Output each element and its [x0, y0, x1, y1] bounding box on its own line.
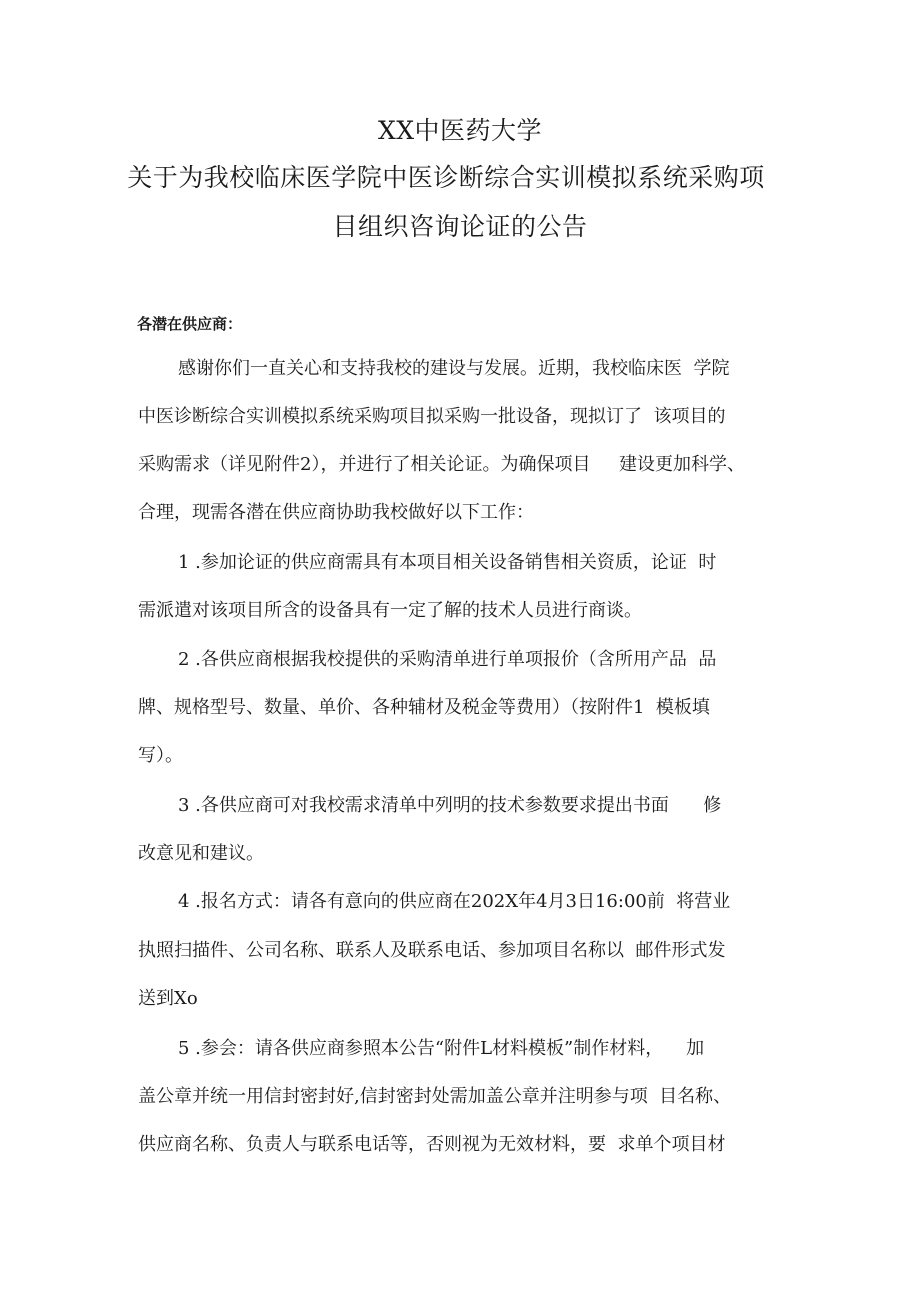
paragraph-line: 4 .报名方式：请各有意向的供应商在202X年4月3日16:00前 将营业 — [178, 891, 731, 912]
title-line-3: 目组织咨询论证的公告 — [332, 212, 588, 241]
paragraph-line: 改意见和建议。 — [138, 843, 264, 864]
paragraph-line: 盖公章并统一用信封密封好,信封密封处需加盖公章并注明参与项 目名称、 — [138, 1086, 732, 1107]
paragraph-line: 5 .参会：请各供应商参照本公告“附件L材料模板”制作材料， 加 — [178, 1038, 705, 1059]
paragraph-line: 牌、规格型号、数量、单价、各种辅材及税金等费用）（按附件1 模板填 — [138, 697, 710, 718]
paragraph-line: 执照扫描件、公司名称、联系人及联系电话、参加项目名称以 邮件形式发 — [138, 940, 726, 961]
title-line-1: XX中医药大学 — [377, 116, 543, 145]
paragraph-line: 感谢你们一直关心和支持我校的建设与发展。近期，我校临床医 学院 — [178, 358, 730, 379]
paragraph-line: 2 .各供应商根据我校提供的采购清单进行单项报价（含所用产品 品 — [178, 649, 717, 670]
paragraph-line: 合理，现需各潜在供应商协助我校做好以下工作： — [138, 502, 534, 523]
salutation: 各潜在供应商： — [137, 315, 243, 333]
paragraph-line: 3 .各供应商可对我校需求清单中列明的技术参数要求提出书面 修 — [178, 795, 722, 816]
paragraph-line: 供应商名称、负责人与联系电话等，否则视为无效材料，要 求单个项目材 — [138, 1134, 726, 1155]
paragraph-line: 中医诊断综合实训模拟系统采购项目拟采购一批设备，现拟订了 该项目的 — [138, 406, 726, 427]
paragraph-line: 写）。 — [138, 745, 183, 766]
paragraph-line: 需派遣对该项目所含的设备具有一定了解的技术人员进行商谈。 — [138, 600, 642, 621]
paragraph-line: 1 .参加论证的供应商需具有本项目相关设备销售相关资质，论证 时 — [178, 552, 717, 573]
title-line-2: 关于为我校临床医学院中医诊断综合实训模拟系统采购项 — [127, 163, 765, 192]
paragraph-line: 采购需求（详见附件2），并进行了相关论证。为确保项目 建设更加科学、 — [138, 454, 746, 475]
paragraph-line: 送到Xo — [138, 988, 198, 1009]
